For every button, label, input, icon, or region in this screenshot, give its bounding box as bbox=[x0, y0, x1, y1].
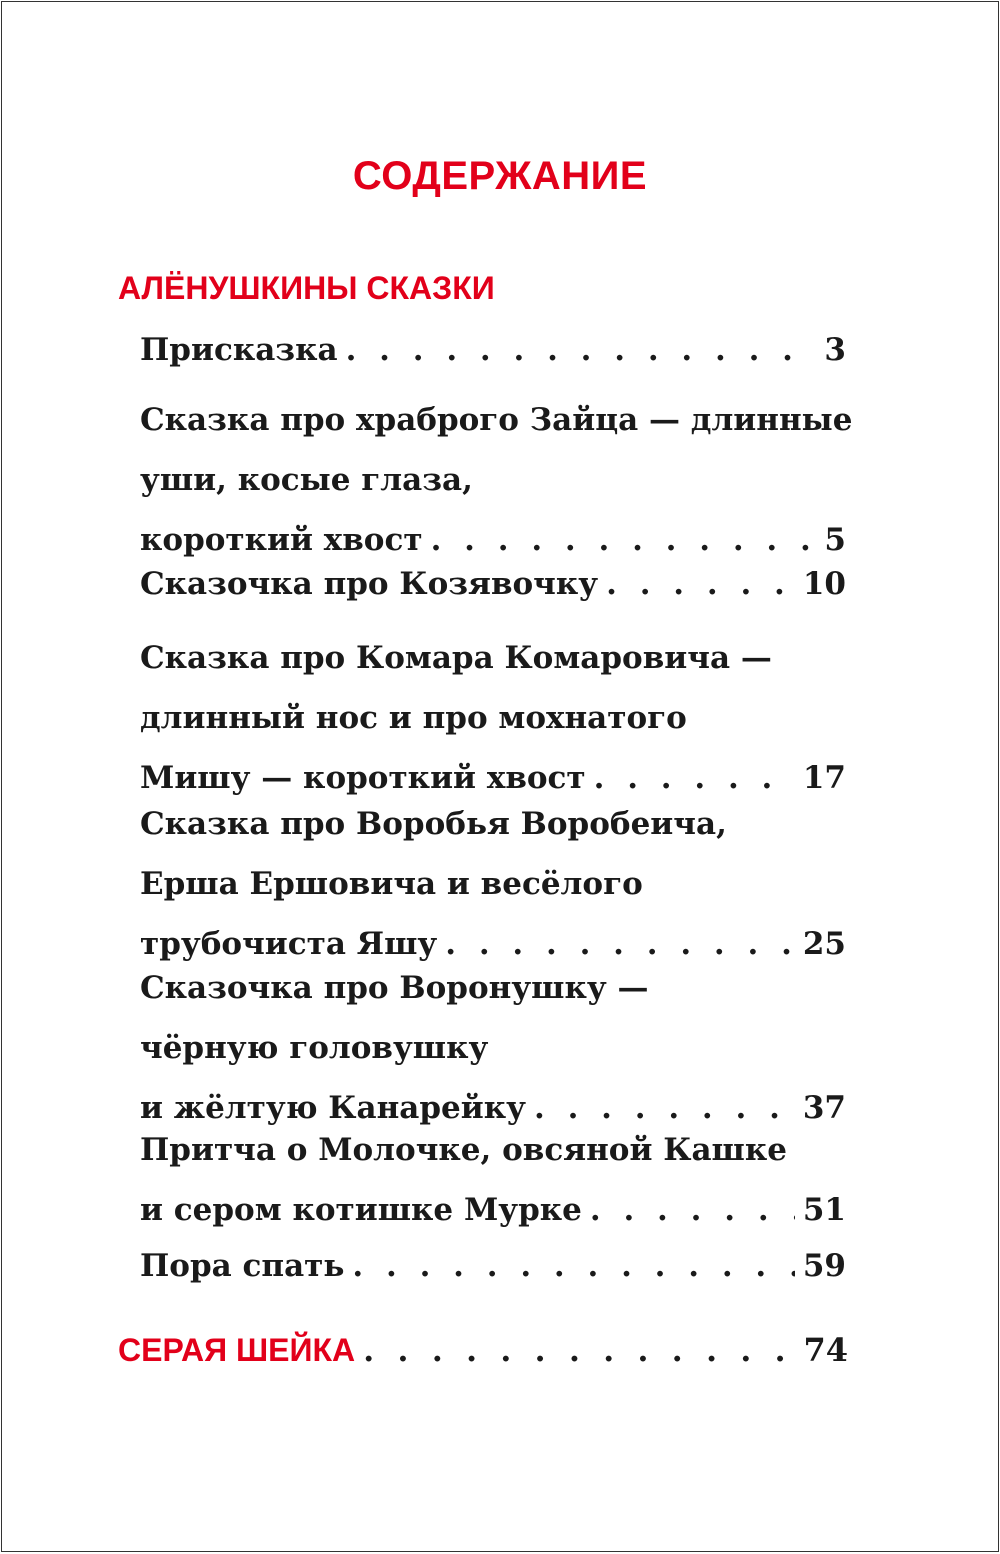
dot-leader bbox=[606, 554, 795, 614]
toc-entry-title: Присказка bbox=[140, 332, 338, 368]
toc-entry-page: 25 bbox=[802, 926, 846, 962]
toc-entry-last-line bbox=[140, 1180, 846, 1240]
toc-entry-line: Ерша Ершовича и весёлого bbox=[140, 866, 643, 902]
section-heading-label: СЕРАЯ ШЕЙКА bbox=[118, 1332, 356, 1368]
toc-entry-title: трубочиста Яшу bbox=[140, 926, 438, 962]
dot-leader bbox=[363, 1320, 795, 1380]
dot-leader bbox=[346, 320, 814, 380]
toc-entry-page: 5 bbox=[824, 522, 846, 558]
toc-entry-page: 3 bbox=[824, 332, 846, 368]
toc-entry[interactable] bbox=[140, 794, 846, 974]
toc-entry[interactable] bbox=[140, 1120, 846, 1240]
toc-entry-page: 37 bbox=[802, 1090, 846, 1126]
toc-entry-line: уши, косые глаза, bbox=[140, 462, 473, 498]
toc-entry-page: 17 bbox=[802, 760, 846, 796]
section-heading-alenushkiny bbox=[118, 270, 848, 307]
dot-leader bbox=[590, 1180, 795, 1240]
toc-entry-page: 51 bbox=[802, 1192, 846, 1228]
toc-entry-title: короткий хвост bbox=[140, 522, 423, 558]
toc-entry-title: Пора спать bbox=[140, 1248, 345, 1284]
toc-entry-title: Мишу — короткий хвост bbox=[140, 760, 586, 796]
toc-entry-last-line bbox=[140, 554, 846, 614]
toc-page bbox=[1, 1, 999, 1552]
section-heading-seraya-sheyka[interactable] bbox=[118, 1320, 848, 1380]
toc-entry[interactable] bbox=[140, 320, 846, 380]
section-page: 74 bbox=[803, 1331, 848, 1369]
toc-entry[interactable] bbox=[140, 628, 846, 808]
toc-entry[interactable] bbox=[140, 1236, 846, 1296]
toc-entry-line: Сказка про храброго Зайца — длинные bbox=[140, 402, 853, 438]
section-heading-label: АЛЁНУШКИНЫ СКАЗКИ bbox=[118, 270, 495, 306]
toc-entry[interactable] bbox=[140, 390, 853, 570]
section-last-line bbox=[118, 1320, 848, 1380]
toc-entry[interactable] bbox=[140, 554, 846, 614]
toc-entry-page: 59 bbox=[802, 1248, 846, 1284]
toc-entry-title: Сказочка про Козявочку bbox=[140, 566, 599, 602]
toc-entry-line: Сказка про Воробья Воробеича, bbox=[140, 806, 727, 842]
toc-entry-line: длинный нос и про мохнатого bbox=[140, 700, 687, 736]
page-title: СОДЕРЖАНИЕ bbox=[352, 154, 648, 198]
toc-entry-line: чёрную головушку bbox=[140, 1030, 489, 1066]
toc-entry-line: Сказочка про Воронушку — bbox=[140, 970, 649, 1006]
toc-entry-line: Притча о Молочке, овсяной Кашке bbox=[140, 1132, 787, 1168]
toc-entry-last-line bbox=[140, 1236, 846, 1296]
toc-entry-title: и сером котишке Мурке bbox=[140, 1192, 582, 1228]
dot-leader bbox=[352, 1236, 794, 1296]
toc-entry-line: Сказка про Комара Комаровича — bbox=[140, 640, 772, 676]
toc-entry-last-line bbox=[140, 320, 846, 380]
toc-entry-page: 10 bbox=[802, 566, 846, 602]
toc-entry-title: и жёлтую Канарейку bbox=[140, 1090, 526, 1126]
toc-entry[interactable] bbox=[140, 958, 846, 1138]
